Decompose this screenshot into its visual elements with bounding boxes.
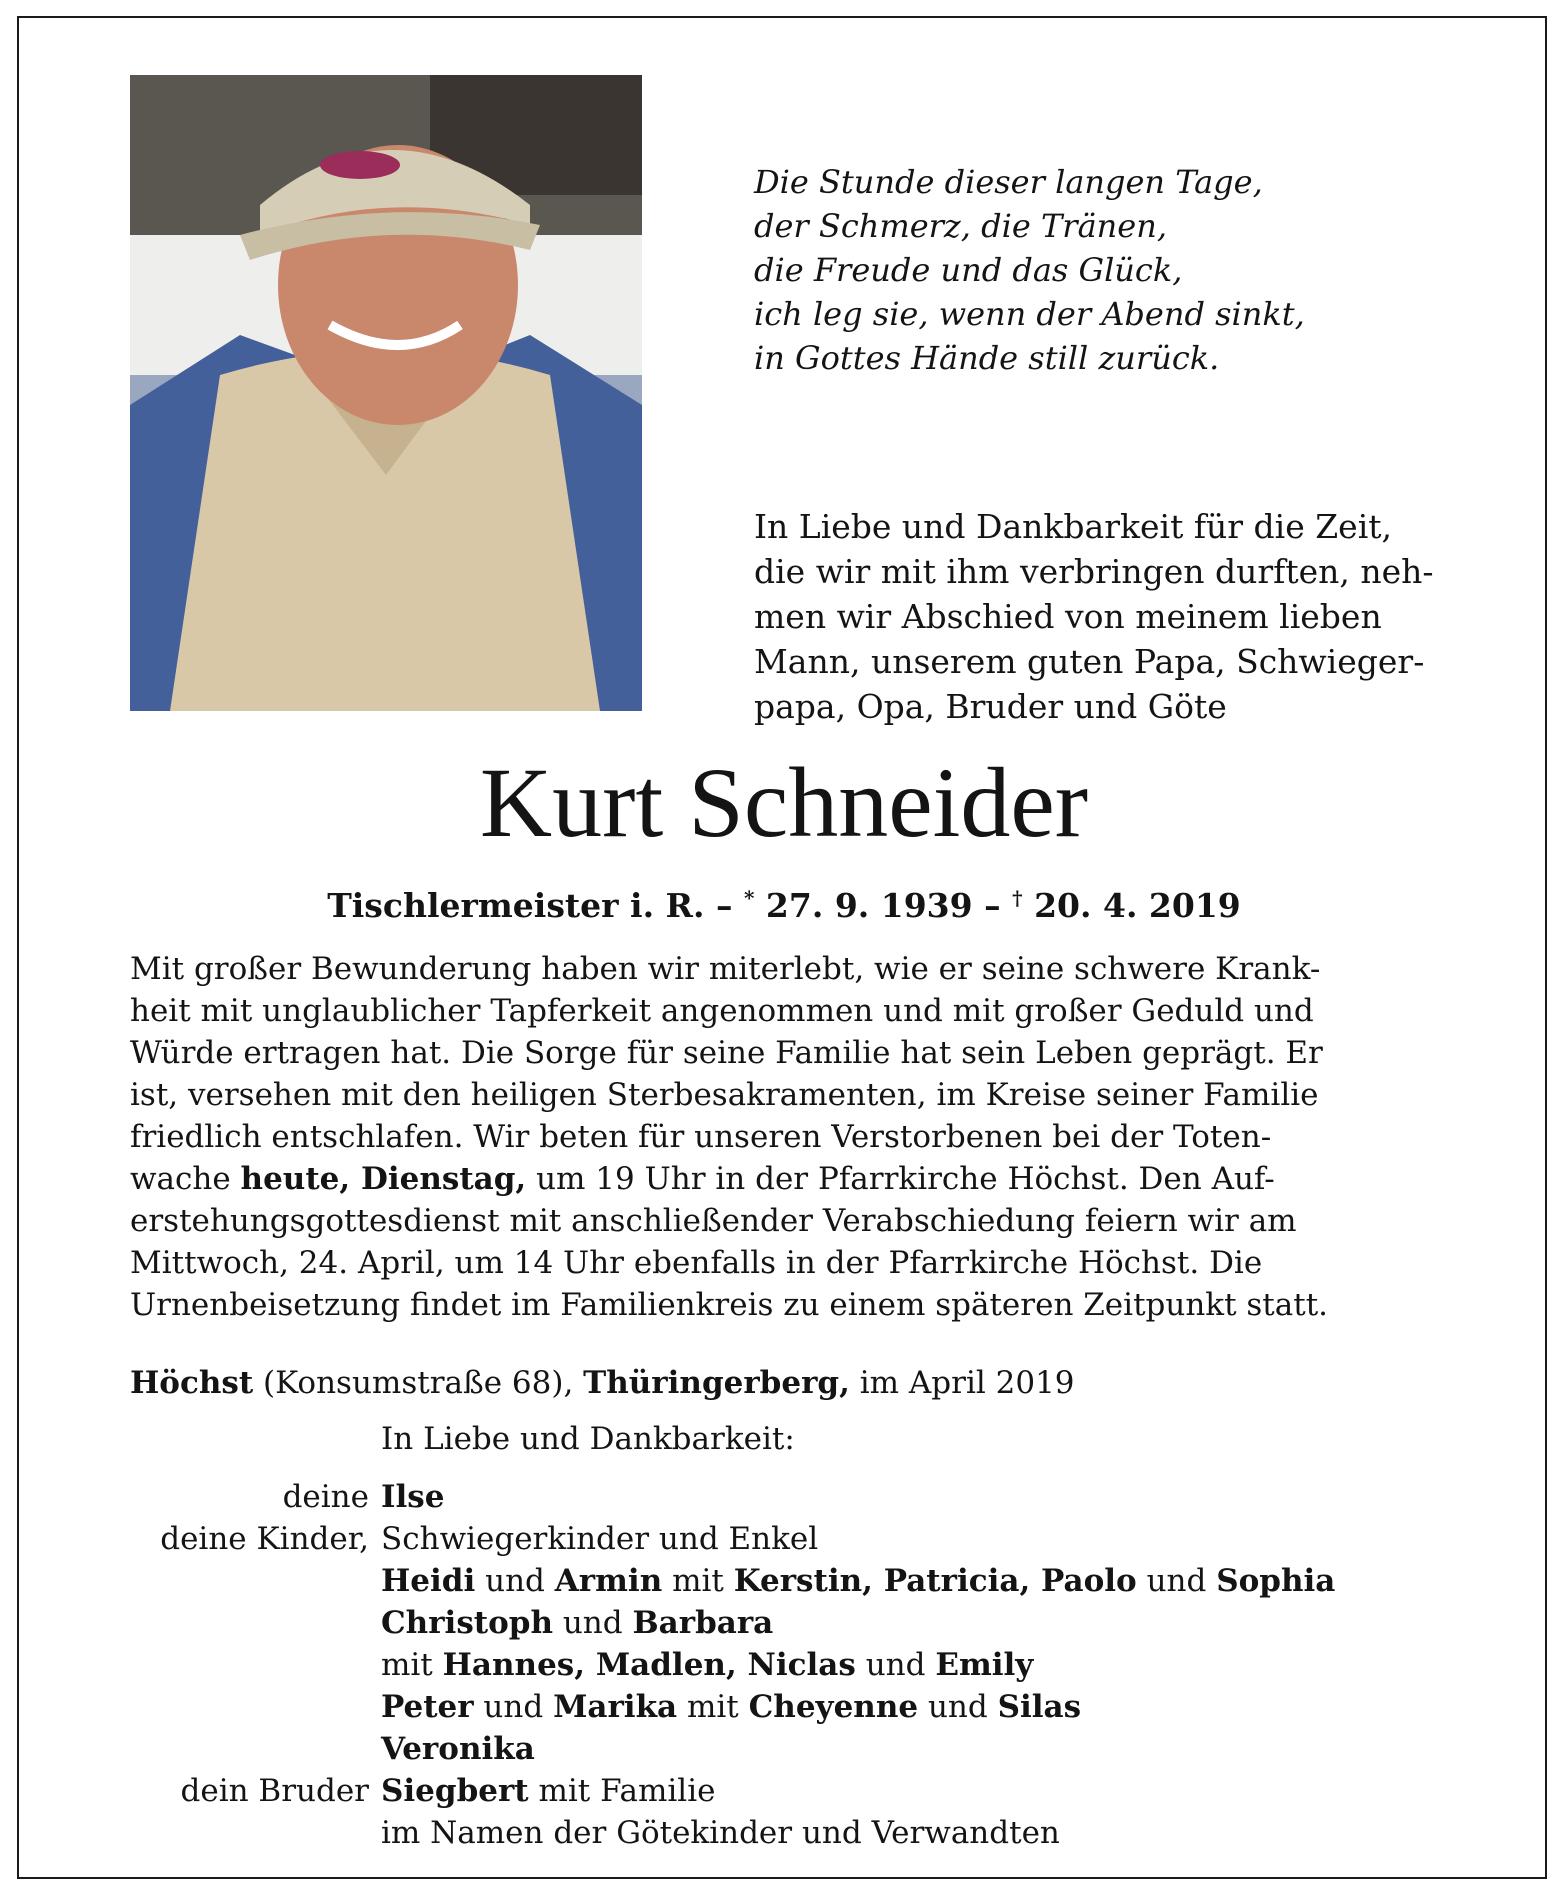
family-row — [0, 1812, 1568, 1854]
wake-date: heute, Dienstag, — [240, 1161, 527, 1197]
connector: und — [473, 1689, 554, 1725]
connector: mit — [662, 1563, 734, 1599]
family-name: Barbara — [632, 1605, 774, 1641]
connector: und — [855, 1647, 936, 1683]
family-name: Heidi — [381, 1563, 476, 1599]
body-line: erstehungsgottesdienst mit anschließender Verabschiedung feiern wir am — [130, 1203, 1297, 1239]
family-list — [0, 1476, 1568, 1854]
family-name: Veronika — [381, 1731, 535, 1767]
poem-line: Die Stunde dieser langen Tage, — [754, 163, 1263, 201]
family-row — [0, 1518, 1568, 1560]
family-name: Armin — [554, 1563, 663, 1599]
family-row — [0, 1728, 1568, 1770]
death-symbol: † — [1012, 886, 1023, 910]
date: im April 2019 — [849, 1365, 1075, 1401]
connector: und — [552, 1605, 633, 1641]
family-name: Ilse — [381, 1479, 445, 1515]
family-name: Siegbert — [381, 1773, 529, 1809]
town: Thüringerberg, — [583, 1365, 850, 1401]
family-row — [0, 1476, 1568, 1518]
death-date: 20. 4. 2019 — [1034, 886, 1241, 925]
poem — [754, 160, 1494, 380]
connector: und — [475, 1563, 555, 1599]
family-name: Emily — [935, 1647, 1034, 1683]
thanks-line: In Liebe und Dankbarkeit: — [381, 1421, 795, 1457]
family-name: Sophia — [1216, 1563, 1336, 1599]
relation-label: dein Bruder — [180, 1773, 369, 1809]
family-row — [0, 1686, 1568, 1728]
birth-date: 27. 9. 1939 — [765, 886, 973, 925]
body-line: ist, versehen mit den heiligen Sterbesakramenten, im Kreise seiner Familie — [130, 1077, 1319, 1113]
family-row — [0, 1602, 1568, 1644]
family-names: Schwiegerkinder und Enkel — [381, 1521, 819, 1557]
birth-symbol: * — [743, 886, 755, 910]
family-name: Hannes, Madlen, Niclas — [442, 1647, 856, 1683]
family-names — [381, 1686, 1081, 1728]
family-names — [381, 1770, 715, 1812]
connector: mit Familie — [528, 1773, 716, 1809]
subtitle — [0, 876, 1568, 928]
intro-line: papa, Opa, Bruder und Göte — [754, 687, 1227, 726]
poem-line: in Gottes Hände still zurück. — [754, 339, 1220, 377]
intro-text — [754, 504, 1434, 729]
family-names: im Namen der Götekinder und Verwandten — [381, 1815, 1060, 1851]
address: (Konsumstraße 68), — [253, 1365, 584, 1401]
family-row — [0, 1770, 1568, 1812]
connector: und — [918, 1689, 998, 1725]
family-row — [0, 1644, 1568, 1686]
deceased-name: Kurt Schneider — [479, 747, 1089, 858]
relation-label: deine Kinder, — [160, 1521, 369, 1557]
family-name: Marika — [553, 1689, 678, 1725]
intro-line: die wir mit ihm verbringen durften, neh- — [754, 552, 1434, 591]
body-line: friedlich entschlafen. Wir beten für unseren Verstorbenen bei der Toten- — [130, 1119, 1272, 1155]
body-line — [130, 1158, 1440, 1200]
body-line: Mittwoch, 24. April, um 14 Uhr ebenfalls in der Pfarrkirche Höchst. Die — [130, 1245, 1263, 1281]
family-name: Peter — [381, 1689, 474, 1725]
town: Höchst — [130, 1365, 254, 1401]
place-date — [130, 1362, 1440, 1404]
profession: Tischlermeister i. R. – — [327, 886, 733, 925]
poem-line: die Freude und das Glück, — [754, 251, 1183, 289]
body-text — [130, 948, 1440, 1326]
date-separator: – — [984, 886, 1001, 925]
relation-label: deine — [282, 1479, 369, 1515]
family-names — [381, 1644, 1033, 1686]
family-names — [381, 1476, 444, 1518]
family-name: Cheyenne — [748, 1689, 919, 1725]
family-names — [381, 1728, 535, 1770]
family-name: Christoph — [381, 1605, 553, 1641]
body-line: Urnenbeisetzung findet im Familienkreis zu einem späteren Zeitpunkt statt. — [130, 1287, 1329, 1323]
family-names — [381, 1602, 773, 1644]
family-name: Silas — [997, 1689, 1082, 1725]
poem-line: der Schmerz, die Tränen, — [754, 207, 1167, 245]
intro-line: men wir Abschied von meinem lieben — [754, 597, 1382, 636]
intro-line: In Liebe und Dankbarkeit für die Zeit, — [754, 507, 1393, 546]
body-text-fragment: wache — [130, 1161, 241, 1197]
family-name: Kerstin, Patricia, Paolo — [733, 1563, 1137, 1599]
body-line: Würde ertragen hat. Die Sorge für seine Familie hat sein Leben geprägt. Er — [130, 1035, 1323, 1071]
body-line: heit mit unglaublicher Tapferkeit angenommen und mit großer Geduld und — [130, 993, 1314, 1029]
portrait-photo — [130, 75, 642, 711]
family-names — [381, 1560, 1335, 1602]
body-line: Mit großer Bewunderung haben wir miterlebt, wie er seine schwere Krank- — [130, 951, 1321, 987]
connector: und — [1136, 1563, 1217, 1599]
family-row — [0, 1560, 1568, 1602]
connector: mit — [677, 1689, 749, 1725]
body-text-fragment: um 19 Uhr in der Pfarrkirche Höchst. Den Auf- — [526, 1161, 1275, 1197]
intro-line: Mann, unserem guten Papa, Schwieger- — [754, 642, 1425, 681]
connector: mit — [381, 1647, 443, 1683]
poem-line: ich leg sie, wenn der Abend sinkt, — [754, 295, 1305, 333]
